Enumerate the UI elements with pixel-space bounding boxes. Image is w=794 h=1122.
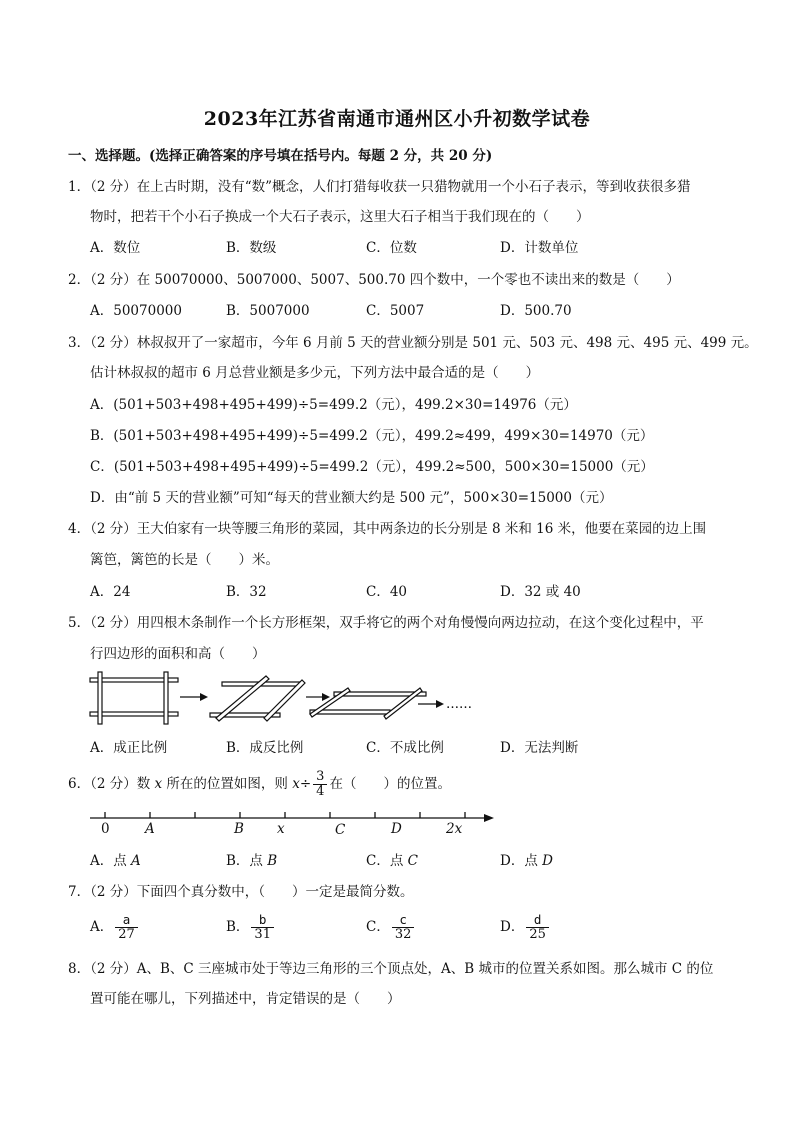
q7-option-c-fraction bbox=[392, 913, 415, 942]
q7-option-d-den: 25 bbox=[529, 927, 546, 942]
number-line-label-b: B bbox=[234, 821, 244, 837]
q5-option-d: D．无法判断 bbox=[500, 740, 579, 756]
q5-option-c: C．不成比例 bbox=[366, 740, 444, 756]
q4-option-d: D．32 或 40 bbox=[500, 584, 581, 600]
arrow-1 bbox=[180, 693, 208, 701]
q8-line1: 8．（2 分）A、B、C 三座城市处于等边三角形的三个顶点处，A、B 城市的位置关系如图。那么城市 C 的位 bbox=[68, 961, 714, 977]
q2-option-b: B．5007000 bbox=[226, 303, 310, 319]
q4-option-a: A．24 bbox=[90, 584, 131, 600]
q4-line1: 4．（2 分）王大伯家有一块等腰三角形的菜园，其中两条边的长分别是 8 米和 16 米，他要在菜园的边上围 bbox=[68, 521, 707, 537]
q5-line2: 行四边形的面积和高（ ） bbox=[90, 646, 266, 662]
number-line-label-d: D bbox=[391, 821, 402, 837]
q7-option-c bbox=[366, 913, 416, 942]
frame-deformation-figure bbox=[88, 670, 488, 730]
exam-title: 2023年江苏省南通市通州区小升初数学试卷 bbox=[203, 108, 591, 130]
arrow-3 bbox=[418, 700, 444, 708]
section-heading: 一、选择题。(选择正确答案的序号填在括号内。每题 2 分，共 20 分) bbox=[68, 148, 493, 164]
q7-option-d-prefix: D． bbox=[500, 919, 525, 935]
q7-option-b bbox=[226, 913, 276, 942]
q1-line1: 1．（2 分）在上古时期，没有“数”概念，人们打猎每收获一只猎物就用一个小石子表示，等到收获很多猎 bbox=[68, 179, 691, 195]
q7-option-b-num: b bbox=[251, 913, 274, 928]
q7-option-d bbox=[500, 913, 551, 942]
q6-var: x bbox=[154, 776, 163, 792]
q7-option-b-prefix: B． bbox=[226, 919, 250, 935]
number-line-label-2x: 2x bbox=[446, 821, 463, 837]
number-line-arrow-icon bbox=[484, 814, 494, 822]
q7-line1: 7．（2 分）下面四个真分数中，（ ）一定是最简分数。 bbox=[68, 884, 414, 900]
q7-option-d-num: d bbox=[526, 913, 549, 928]
q3-line1: 3．（2 分）林叔叔开了一家超市，今年 6 月前 5 天的营业额分别是 501 元、503 元、498 元、495 元、499 元。 bbox=[68, 335, 758, 351]
number-line-label-c: C bbox=[335, 822, 346, 838]
q5-option-a: A．成正比例 bbox=[90, 740, 168, 756]
q6-fraction bbox=[313, 770, 327, 799]
q6-prefix: 6．（2 分）数 bbox=[68, 776, 155, 792]
q3-line2: 估计林叔叔的超市 6 月总营业额是多少元，下列方法中最合适的是（ ） bbox=[90, 365, 540, 381]
q6-option-a bbox=[90, 852, 141, 870]
q4-option-b: B．32 bbox=[226, 584, 267, 600]
q4-line2: 篱笆，篱笆的长是（ ）米。 bbox=[90, 552, 279, 568]
q7-option-a-den: 27 bbox=[118, 927, 135, 942]
continuation-dots: …… bbox=[446, 697, 472, 712]
q7-option-c-num: c bbox=[392, 913, 415, 928]
q8-line2: 置可能在哪儿，下列描述中，肯定错误的是（ ） bbox=[90, 991, 401, 1007]
q7-option-a-prefix: A． bbox=[90, 919, 114, 935]
q3-option-d: D．由“前 5 天的营业额”可知“每天的营业额大约是 500 元”，500×30=15000（元） bbox=[90, 490, 613, 506]
q6-option-b bbox=[226, 852, 277, 870]
q6-mid: 所在的位置如图，则 bbox=[162, 776, 293, 792]
q4-option-c: C．40 bbox=[366, 584, 408, 600]
q6-option-c-var: C bbox=[407, 853, 418, 869]
q6-line1 bbox=[68, 770, 451, 799]
q5-line1: 5．（2 分）用四根木条制作一个长方形框架，双手将它的两个对角慢慢向两边拉动，在这个变化过程中，平 bbox=[68, 615, 704, 631]
q6-option-d bbox=[500, 852, 553, 870]
q2-option-c: C．5007 bbox=[366, 303, 425, 319]
number-line-label-a: A bbox=[145, 821, 155, 837]
q6-option-c bbox=[366, 852, 418, 870]
q6-option-b-var: B bbox=[267, 853, 278, 869]
q2-line1: 2．（2 分）在 50070000、5007000、5007、500.70 四个数中，一个零也不读出来的数是（ ） bbox=[68, 272, 680, 288]
rectangle-frame bbox=[90, 672, 178, 724]
q1-option-c: C．位数 bbox=[366, 240, 417, 256]
q7-option-a-num: a bbox=[115, 913, 138, 928]
q7-option-a bbox=[90, 913, 140, 942]
q6-option-a-prefix: A．点 bbox=[90, 853, 132, 869]
q7-option-a-fraction bbox=[115, 913, 138, 942]
parallelogram-frame-1 bbox=[210, 676, 305, 721]
q7-option-c-den: 32 bbox=[394, 927, 412, 942]
q6-frac-den: 4 bbox=[316, 784, 325, 799]
q2-option-a: A．50070000 bbox=[90, 303, 182, 319]
q6-option-a-var: A bbox=[131, 853, 141, 869]
q1-option-b: B．数级 bbox=[226, 240, 277, 256]
q7-option-d-fraction bbox=[526, 913, 549, 942]
q1-option-a: A．数位 bbox=[90, 240, 141, 256]
number-line-label-0: 0 bbox=[101, 821, 110, 837]
q3-option-b: B．(501+503+498+495+499)÷5=499.2（元），499.2≈499，499×30=14970（元） bbox=[90, 428, 654, 444]
q6-option-b-prefix: B．点 bbox=[226, 853, 268, 869]
q6-option-c-prefix: C．点 bbox=[366, 853, 408, 869]
q7-option-c-prefix: C． bbox=[366, 919, 390, 935]
q5-option-b: B．成反比例 bbox=[226, 740, 304, 756]
q6-var-2: x bbox=[292, 776, 300, 792]
q6-option-d-prefix: D．点 bbox=[500, 853, 543, 869]
q7-option-b-den: 31 bbox=[254, 927, 271, 942]
q6-suffix: 在（ ）的位置。 bbox=[329, 776, 451, 792]
q1-line2: 物时，把若干个小石子换成一个大石子表示，这里大石子相当于我们现在的（ ） bbox=[90, 209, 590, 225]
q7-option-b-fraction bbox=[251, 913, 274, 942]
number-line-label-x: x bbox=[277, 821, 285, 837]
q6-frac-num: 3 bbox=[313, 770, 327, 785]
arrow-2 bbox=[306, 693, 330, 701]
q6-option-d-var: D bbox=[542, 853, 553, 869]
q2-option-d: D．500.70 bbox=[500, 303, 572, 319]
parallelogram-frame-2 bbox=[310, 688, 426, 719]
q3-option-c: C．(501+503+498+495+499)÷5=499.2（元），499.2≈500，500×30=15000（元） bbox=[90, 459, 654, 475]
q1-option-d: D．计数单位 bbox=[500, 240, 579, 256]
q6-divide: ÷ bbox=[299, 776, 312, 792]
q3-option-a: A．(501+503+498+495+499)÷5=499.2（元），499.2×30=14976（元） bbox=[90, 397, 577, 413]
